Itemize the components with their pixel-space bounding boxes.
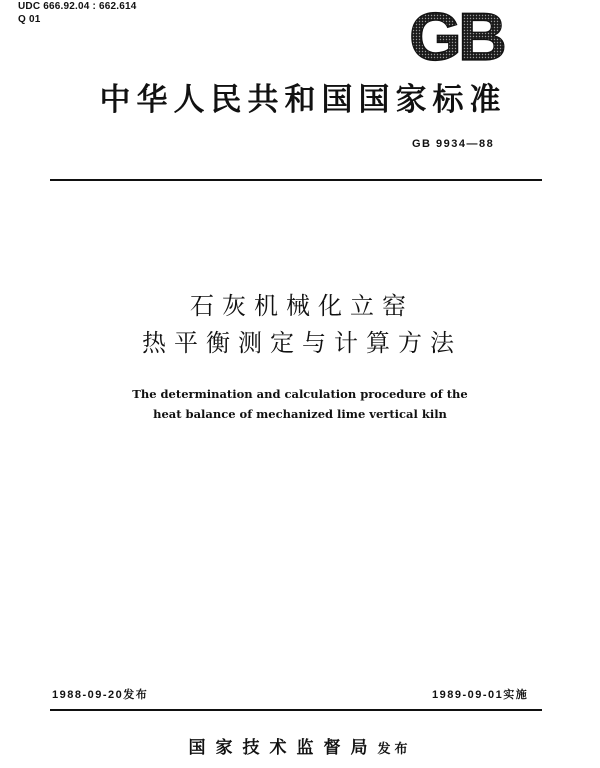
document-title-en-line2: heat balance of mechanized lime vertical kiln	[153, 407, 447, 421]
udc-block	[18, 0, 137, 26]
document-title-cn-line2: 热平衡测定与计算方法	[142, 329, 462, 357]
standard-number: GB 9934—88	[412, 138, 495, 150]
document-title-cn-line1: 石灰机械化立窑	[190, 292, 414, 320]
udc-code: UDC 666.92.04 : 662.614	[18, 1, 137, 12]
gb-logo-text: GB	[409, 2, 503, 66]
classification-code: Q 01	[18, 14, 41, 25]
national-standard-title: 中华人民共和国国家标准	[99, 82, 507, 118]
issuer-line	[0, 733, 600, 758]
issue-date: 1988-09-20发布	[52, 689, 149, 701]
gb-logo	[397, 2, 515, 66]
issuer-name: 国家技术监督局	[188, 738, 378, 758]
issuer-action: 发布	[377, 742, 412, 757]
document-title-en-line1: The determination and calculation procedure of the	[132, 387, 468, 401]
top-divider	[50, 179, 542, 181]
bottom-divider	[50, 709, 542, 711]
implementation-date: 1989-09-01实施	[432, 689, 529, 701]
